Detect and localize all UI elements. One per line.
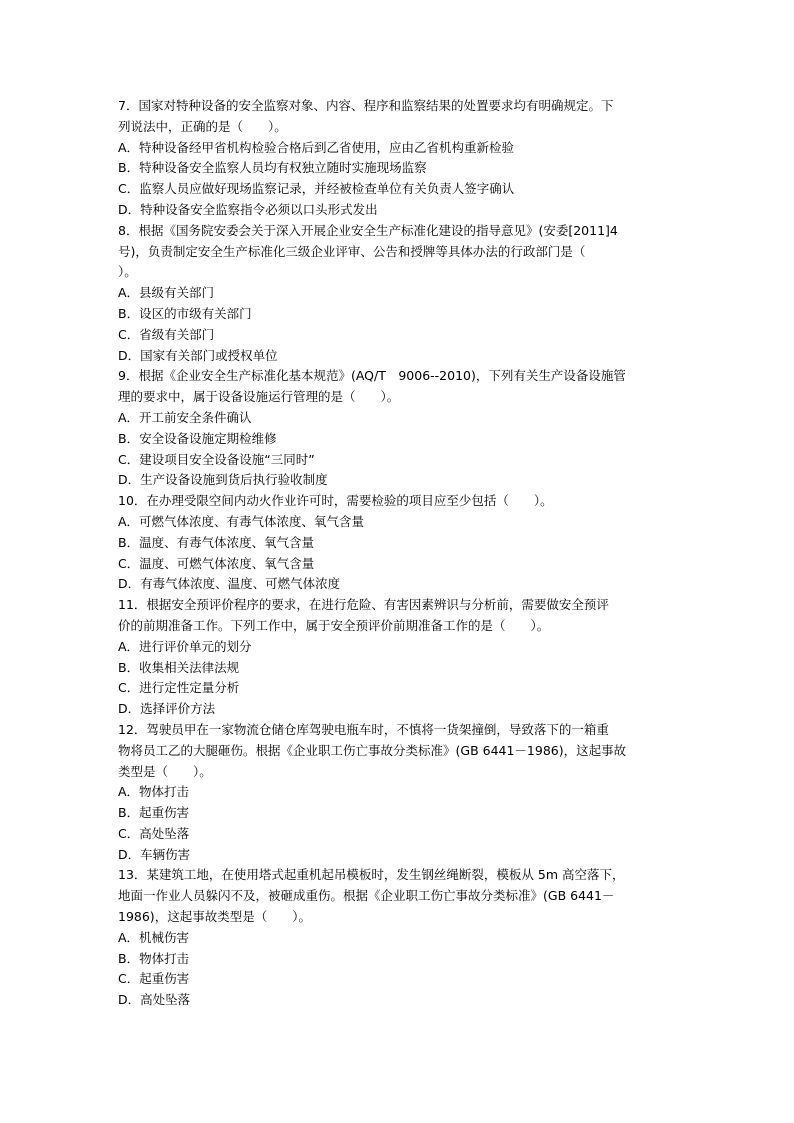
question-text-line: 12．驾驶员甲在一家物流仓储仓库驾驶电瓶车时，不慎将一货架撞倒，导致落下的一箱重 bbox=[118, 721, 609, 737]
option-b: B．收集相关法律法规 bbox=[118, 659, 240, 675]
option-a: A．开工前安全条件确认 bbox=[118, 409, 252, 425]
question-text-line: 10．在办理受限空间内动火作业许可时，需要检验的项目应至少包括（ ）。 bbox=[118, 493, 553, 509]
question-7 bbox=[118, 96, 678, 221]
question-13 bbox=[118, 865, 678, 1011]
option-b: B．起重伤害 bbox=[118, 805, 190, 821]
question-text-line: ）。 bbox=[118, 264, 137, 280]
option-d: D．高处坠落 bbox=[118, 992, 191, 1008]
question-text-line: 理的要求中，属于设备设施运行管理的是（ ）。 bbox=[118, 389, 400, 405]
option-d: D．车辆伤害 bbox=[118, 846, 191, 862]
option-b: B．温度、有毒气体浓度、氧气含量 bbox=[118, 534, 315, 550]
question-10 bbox=[118, 491, 678, 595]
option-c: C．省级有关部门 bbox=[118, 326, 215, 342]
question-text-line: 价的前期准备工作。下列工作中，属于安全预评价前期准备工作的是（ ）。 bbox=[118, 617, 550, 633]
question-8 bbox=[118, 221, 678, 367]
option-c: C．高处坠落 bbox=[118, 825, 190, 841]
option-c: C．监察人员应做好现场监察记录，并经被检查单位有关负责人签字确认 bbox=[118, 181, 515, 197]
question-text-line: 8．根据《国务院安委会关于深入开展企业安全生产标准化建设的指导意见》(安委[2011]4 bbox=[118, 222, 618, 238]
option-a: A．物体打击 bbox=[118, 784, 190, 800]
question-text-line: 类型是（ ）。 bbox=[118, 763, 212, 779]
option-c: C．进行定性定量分析 bbox=[118, 680, 240, 696]
question-text-line: 地面一作业人员躲闪不及，被砸成重伤。根据《企业职工伤亡事故分类标准》(GB 6441－ bbox=[118, 888, 615, 904]
option-d: D．有毒气体浓度、温度、可燃气体浓度 bbox=[118, 576, 341, 592]
option-a: A．机械伤害 bbox=[118, 929, 190, 945]
question-text-line: 1986)，这起事故类型是（ ）。 bbox=[118, 909, 311, 925]
option-b: B．安全设备设施定期检维修 bbox=[118, 430, 277, 446]
question-9 bbox=[118, 366, 678, 491]
option-b: B．物体打击 bbox=[118, 950, 190, 966]
option-b: B．设区的市级有关部门 bbox=[118, 305, 252, 321]
question-text-line: 9．根据《企业安全生产标准化基本规范》(AQ/T 9006--2010)，下列有关生产设备设施管 bbox=[118, 368, 626, 384]
option-d: D．国家有关部门或授权单位 bbox=[118, 347, 278, 363]
option-c: C．起重伤害 bbox=[118, 971, 190, 987]
question-text-line: 列说法中，正确的是（ ）。 bbox=[118, 118, 287, 134]
option-d: D．选择评价方法 bbox=[118, 701, 216, 717]
option-c: C．建设项目安全设备设施“三同时” bbox=[118, 451, 315, 467]
question-11 bbox=[118, 595, 678, 720]
option-c: C．温度、可燃气体浓度、氧气含量 bbox=[118, 555, 315, 571]
option-b: B．特种设备安全监察人员均有权独立随时实施现场监察 bbox=[118, 160, 427, 176]
question-text-line: 7．国家对特种设备的安全监察对象、内容、程序和监察结果的处置要求均有明确规定。下 bbox=[118, 98, 614, 113]
option-d: D．生产设备设施到货后执行验收制度 bbox=[118, 472, 328, 488]
question-text-line: 号)，负责制定安全生产标准化三级企业评审、公告和授牌等具体办法的行政部门是（ bbox=[118, 243, 586, 259]
option-a: A．可燃气体浓度、有毒气体浓度、氧气含量 bbox=[118, 513, 365, 529]
question-12 bbox=[118, 720, 678, 866]
question-text-line: 13．某建筑工地，在使用塔式起重机起吊模板时，发生钢丝绳断裂，模板从 5m 高空落下， bbox=[118, 867, 625, 883]
option-a: A．特种设备经甲省机构检验合格后到乙省使用，应由乙省机构重新检验 bbox=[118, 139, 515, 155]
option-d: D．特种设备安全监察指令必须以口头形式发出 bbox=[118, 201, 378, 217]
question-text-line: 物将员工乙的大腿砸伤。根据《企业职工伤亡事故分类标准》(GB 6441－1986)，这起事故 bbox=[118, 742, 627, 758]
document-page bbox=[118, 96, 678, 1011]
question-text-line: 11．根据安全预评价程序的要求，在进行危险、有害因素辨识与分析前，需要做安全预评 bbox=[118, 597, 609, 613]
option-a: A．县级有关部门 bbox=[118, 285, 215, 301]
option-a: A．进行评价单元的划分 bbox=[118, 638, 252, 654]
